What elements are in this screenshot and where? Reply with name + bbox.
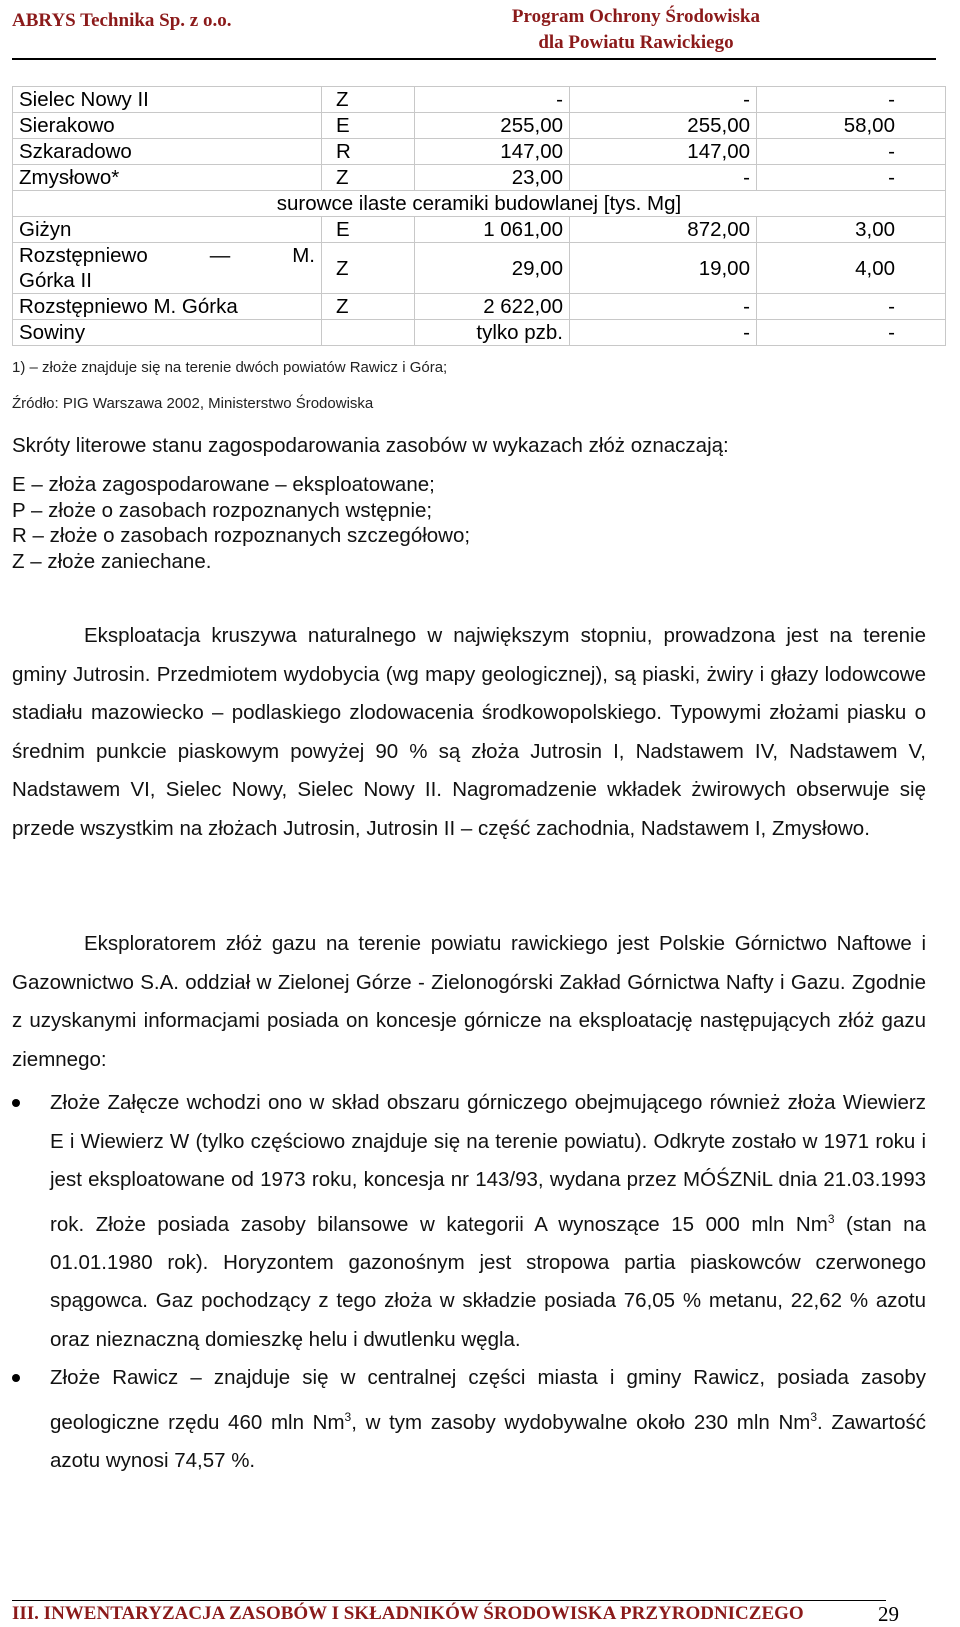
- cell-value: 255,00: [570, 113, 757, 139]
- cell-value: 23,00: [415, 165, 570, 191]
- paragraph-text: Eksploratorem złóż gazu na terenie powiatu rawickiego jest Polskie Górnictwo Naftowe i Gazownictwo S.A. oddział w Zielonej Górze - Zielonogórski Zakład Górnictwa Nafty i Gazu. Zgodnie z uzyskanymi informacjami posiada on koncesje górnicze na eksploatację następujących złóż gazu ziemnego:: [12, 932, 926, 1071]
- abbrev-list: [12, 472, 470, 574]
- cell-status: Z: [322, 87, 415, 113]
- header-program-title: [512, 4, 760, 56]
- cell-value: -: [757, 294, 946, 320]
- table-row: [13, 87, 946, 113]
- section-label: surowce ilaste ceramiki budowlanej [tys. Mg]: [13, 191, 946, 217]
- abbrev-item: Z – złoże zaniechane.: [12, 549, 212, 573]
- cell-value: 29,00: [415, 243, 570, 294]
- cell-value: 4,00: [757, 243, 946, 294]
- paragraph-aggregate: [12, 617, 926, 848]
- header-company: ABRYS Technika Sp. z o.o.: [12, 10, 232, 31]
- paragraph-text: Eksploatacja kruszywa naturalnego w największym stopniu, prowadzona jest na terenie gminy Jutrosin. Przedmiotem wydobycia (wg mapy geologicznej), są piaski, żwiry i głazy lodowcowe stadiału mazowiecko – podlaskiego zlodowacenia środkowopolskiego. Typowymi złożami piasku o średnim punkcie piaskowym powyżej 90 % są złoża Jutrosin I, Nadstawem IV, Nadstawem V, Nadstawem VI, Sielec Nowy, Sielec Nowy II. Nagromadzenie wkładek żwirowych obserwuje się przede wszystkim na złożach Jutrosin, Jutrosin II – część zachodnia, Nadstawem I, Zmysłowo.: [12, 624, 926, 840]
- table-source: Źródło: PIG Warszawa 2002, Ministerstwo Środowiska: [12, 395, 374, 412]
- list-item: [12, 1084, 926, 1359]
- cell-value: 58,00: [757, 113, 946, 139]
- paragraph-gas: [12, 925, 926, 1079]
- cell-value: -: [757, 139, 946, 165]
- cell-value: 3,00: [757, 217, 946, 243]
- cell-name: Sielec Nowy II: [13, 87, 322, 113]
- cell-status: Z: [322, 294, 415, 320]
- cell-status: Z: [322, 243, 415, 294]
- cell-value: 147,00: [415, 139, 570, 165]
- abbrev-intro: Skróty literowe stanu zagospodarowania zasobów w wykazach złóż oznaczają:: [12, 434, 729, 457]
- cell-value: 1 061,00: [415, 217, 570, 243]
- cell-name: Sierakowo: [13, 113, 322, 139]
- footer-chapter-title: III. INWENTARYZACJA ZASOBÓW I SKŁADNIKÓW ŚRODOWISKA PRZYRODNICZEGO: [12, 1603, 804, 1624]
- cell-status: [322, 320, 415, 346]
- cell-value: -: [570, 294, 757, 320]
- list-item-text: , w tym zasoby wydobywalne około 230 mln Nm: [351, 1410, 811, 1434]
- table-row: [13, 320, 946, 346]
- cell-name-part: —: [209, 244, 231, 267]
- bullet-icon: [12, 1099, 20, 1107]
- header-program-line2: dla Powiatu Rawickiego: [538, 32, 734, 53]
- header-program-line1: Program Ochrony Środowiska: [511, 6, 760, 27]
- cell-value: -: [415, 87, 570, 113]
- gas-deposits-list: [12, 1084, 926, 1481]
- abbrev-item: P – złoże o zasobach rozpoznanych wstępnie;: [12, 498, 433, 522]
- cell-value: 147,00: [570, 139, 757, 165]
- superscript: 3: [810, 1409, 818, 1424]
- cell-value: -: [570, 320, 757, 346]
- cell-status: E: [322, 217, 415, 243]
- table-row: [13, 165, 946, 191]
- footer-rule: [12, 1600, 886, 1601]
- cell-value: 872,00: [570, 217, 757, 243]
- cell-value: -: [757, 320, 946, 346]
- cell-value: 19,00: [570, 243, 757, 294]
- page-number: 29: [878, 1602, 899, 1626]
- cell-status: R: [322, 139, 415, 165]
- cell-name: Giżyn: [13, 217, 322, 243]
- deposits-table: [12, 86, 946, 346]
- cell-value: 255,00: [415, 113, 570, 139]
- cell-name-part: Górka II: [19, 269, 92, 292]
- table-row: [13, 243, 946, 294]
- cell-value: 2 622,00: [415, 294, 570, 320]
- superscript: 3: [344, 1409, 352, 1424]
- table-row: [13, 294, 946, 320]
- list-item-text: Złoże Rawicz – znajduje się w centralnej części miasta i gminy Rawicz, posiada zasoby geologiczne rzędu 460 mln Nm: [50, 1366, 926, 1434]
- list-item-text: Złoże Załęcze wchodzi ono w skład obszaru górniczego obejmującego również złoża Wiewierz E i Wiewierz W (tylko częściowo znajduje się na terenie powiatu). Odkryte zostało w 1971 roku i jest eksploatowane od 1973 roku, koncesja nr 143/93, wydana przez MÓŚZNiL dnia 21.03.1993 rok. Złoże posiada zasoby bilansowe w kategorii A wynoszące 15 000 mln Nm: [50, 1091, 926, 1236]
- cell-value: -: [757, 87, 946, 113]
- cell-status: E: [322, 113, 415, 139]
- superscript: 3: [827, 1211, 835, 1226]
- cell-name-part: Rozstępniewo: [19, 244, 148, 267]
- cell-name: Rozstępniewo M. Górka: [13, 294, 322, 320]
- bullet-icon: [12, 1374, 20, 1382]
- list-item-text: (stan na 01.01.1980 rok). Horyzontem gazonośnym jest stropowa partia piaskowców czerwonego spągowca. Gaz pochodzący z tego złoża w składzie posiada 76,05 % metanu, 22,62 % azotu oraz nieznaczną domieszkę helu i dwutlenku węgla.: [50, 1212, 926, 1351]
- table-row: [13, 139, 946, 165]
- cell-status: Z: [322, 165, 415, 191]
- abbrev-item: R – złoże o zasobach rozpoznanych szczegółowo;: [12, 524, 471, 547]
- cell-value: -: [757, 165, 946, 191]
- cell-name: Sowiny: [13, 320, 322, 346]
- table-row: [13, 217, 946, 243]
- abbrev-item: E – złoża zagospodarowane – eksploatowane;: [12, 473, 435, 496]
- cell-name: Zmysłowo*: [13, 165, 322, 191]
- list-item-text: . Zawartość azotu wynosi 74,57 %.: [50, 1410, 926, 1473]
- table-row: [13, 113, 946, 139]
- table-footnote: 1) – złoże znajduje się na terenie dwóch powiatów Rawicz i Góra;: [12, 359, 448, 376]
- cell-value: -: [570, 165, 757, 191]
- list-item: [12, 1359, 926, 1480]
- header-rule: [12, 58, 936, 60]
- table-section-row: [13, 191, 946, 217]
- cell-name: [13, 243, 322, 294]
- cell-name: Szkaradowo: [13, 139, 322, 165]
- cell-value: -: [570, 87, 757, 113]
- cell-name-part: M.: [292, 244, 315, 267]
- cell-value: tylko pzb.: [415, 320, 570, 346]
